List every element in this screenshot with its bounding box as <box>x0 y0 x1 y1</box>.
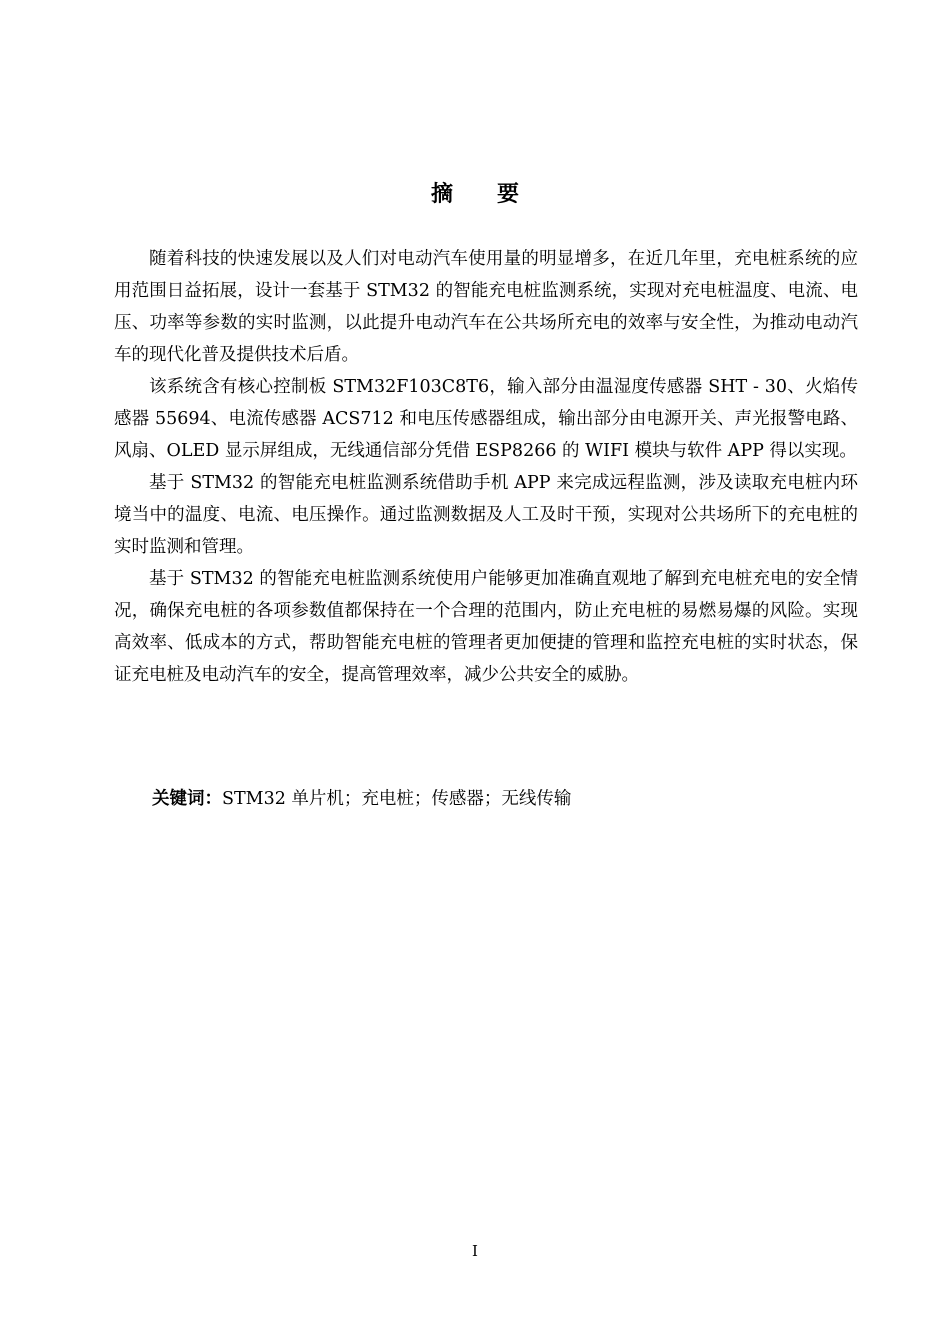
page-number: I <box>472 1242 478 1260</box>
keywords-value: STM32 单片机；充电桩；传感器；无线传输 <box>222 789 572 809</box>
abstract-body <box>114 243 858 691</box>
keywords-label: 关键词： <box>152 789 222 809</box>
page-title: 摘要 <box>430 181 563 207</box>
abstract-paragraph-4: 基于 STM32 的智能充电桩监测系统使用户能够更加准确直观地了解到充电桩充电的安全情况，确保充电桩的各项参数值都保持在一个合理的范围内，防止充电桩的易燃易爆的风险。实现高效率、低成本的方式，帮助智能充电桩的管理者更加便捷的管理和监控充电桩的实时状态，保证充电桩及电动汽车的安全，提高管理效率，减少公共安全的威胁。 <box>114 569 858 685</box>
abstract-paragraph-2: 该系统含有核心控制板 STM32F103C8T6，输入部分由温湿度传感器 SHT - 30、火焰传感器 55694、电流传感器 ACS712 和电压传感器组成，输出部分由电源开关、声光报警电路、风扇、OLED 显示屏组成，无线通信部分凭借 ESP8266 的 WIFI 模块与软件 APP 得以实现。 <box>114 377 858 461</box>
abstract-paragraph-3: 基于 STM32 的智能充电桩监测系统借助手机 APP 来完成远程监测，涉及读取充电桩内环境当中的温度、电流、电压操作。通过监测数据及人工及时干预，实现对公共场所下的充电桩的实时监测和管理。 <box>114 473 858 557</box>
abstract-paragraph-1: 随着科技的快速发展以及人们对电动汽车使用量的明显增多，在近几年里，充电桩系统的应用范围日益拓展，设计一套基于 STM32 的智能充电桩监测系统，实现对充电桩温度、电流、电压、功率等参数的实时监测，以此提升电动汽车在公共场所充电的效率与安全性，为推动电动汽车的现代化普及提供技术后盾。 <box>114 249 858 365</box>
keywords-line <box>152 783 571 815</box>
